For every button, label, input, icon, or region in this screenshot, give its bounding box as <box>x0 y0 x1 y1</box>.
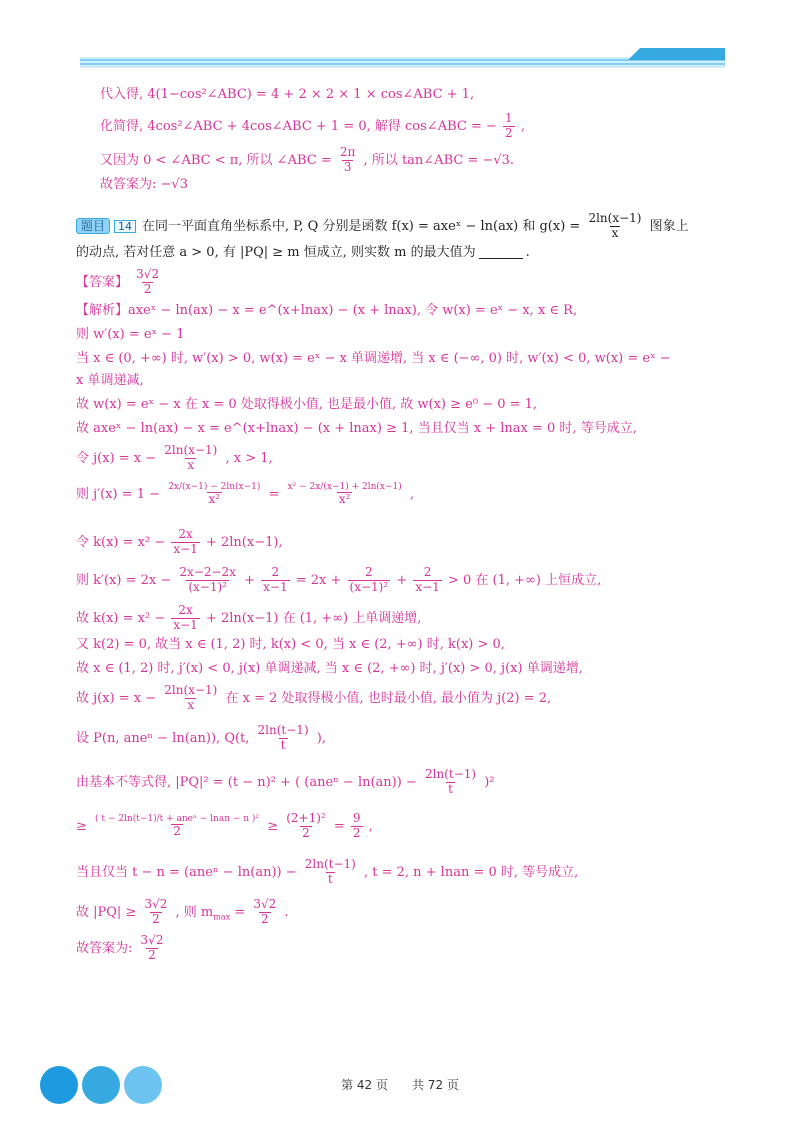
fraction <box>338 146 358 175</box>
denominator: 2 <box>152 911 160 926</box>
solution-line-10 <box>76 566 601 595</box>
denominator: x−1 <box>263 579 288 594</box>
solution-line-3: 当 x ∈ (0, +∞) 时, w′(x) > 0, w(x) = eˣ − x 单调递增, 当 x ∈ (−∞, 0) 时, w′(x) < 0, w(x) = eˣ − <box>76 351 671 366</box>
text: 则 j′(x) = 1 − <box>76 487 161 503</box>
subscript: max <box>213 912 231 922</box>
fraction <box>162 444 219 473</box>
solution-line-12: 又 k(2) = 0, 故当 x ∈ (1, 2) 时, k(x) < 0, 当 x ∈ (2, +∞) 时, k(x) > 0, <box>76 637 505 652</box>
text: ≥ <box>76 818 87 834</box>
denominator: x−1 <box>415 579 440 594</box>
denominator: t <box>327 871 333 886</box>
numerator: ( t − 2ln(t−1)/t + aneⁿ − lnan − n )² <box>95 813 260 824</box>
text: 则 k′(x) = 2x − <box>76 572 172 588</box>
fraction <box>139 934 166 963</box>
denominator: 2 <box>260 911 269 926</box>
text: = <box>268 487 280 503</box>
solution-line-15 <box>76 724 326 753</box>
denominator: 2 <box>352 825 361 840</box>
denominator: t <box>448 781 453 796</box>
denominator: x² <box>338 492 351 507</box>
header-band <box>80 48 725 68</box>
text: 当且仅当 t − n = (aneⁿ − ln(an)) − <box>76 864 297 880</box>
text: , <box>368 818 373 834</box>
numerator: (2+1)² <box>286 811 326 825</box>
fraction <box>586 212 643 241</box>
prev-line-4: 故答案为: −√3 <box>100 177 188 192</box>
numerator: 1 <box>505 111 513 125</box>
solution-label: 【解析】 <box>76 303 129 318</box>
text: , 所以 tan∠ABC = −√3. <box>363 152 515 168</box>
fraction <box>413 566 441 595</box>
question-line-2 <box>76 246 530 259</box>
numerator: 2ln(x−1) <box>588 211 642 225</box>
solution-line-18 <box>76 858 578 887</box>
page-number: 第 42 页 共 72 页 <box>341 1078 459 1092</box>
text: ), <box>316 730 326 746</box>
numerator: 2ln(t−1) <box>257 723 309 737</box>
numerator: 3√2 <box>253 897 277 911</box>
fraction <box>351 812 363 841</box>
denominator: (x−1)² <box>349 579 389 594</box>
denominator: t <box>280 737 286 752</box>
denominator: x² <box>208 492 221 507</box>
text: 设 P(n, aneⁿ − ln(an)), Q(t, <box>76 730 250 746</box>
denominator: 2 <box>173 824 181 839</box>
numerator: 2x/(x−1) − 2ln(x−1) <box>168 482 261 492</box>
denominator: x−1 <box>173 617 198 632</box>
solution-line-4: x 单调递减, <box>76 373 144 388</box>
solution-line-5: 故 w(x) = eˣ − x 在 x = 0 处取得极小值, 也是最小值, 故 w(x) ≥ e⁰ − 0 = 1, <box>76 397 538 412</box>
fraction <box>93 814 261 839</box>
numerator: x² − 2x/(x−1) + 2ln(x−1) <box>287 482 402 492</box>
text: . <box>284 904 289 920</box>
solution-line-11 <box>76 604 421 633</box>
text: + 2ln(x−1), <box>205 534 283 550</box>
numerator: 3√2 <box>140 933 164 947</box>
solution-line-16 <box>76 768 495 797</box>
text: = <box>333 818 345 834</box>
fraction <box>177 566 238 595</box>
text: )² <box>484 774 495 790</box>
fraction <box>286 482 404 507</box>
solution-line-14 <box>76 684 551 713</box>
text: > 0 在 (1, +∞) 上恒成立, <box>447 572 602 588</box>
header-decoration <box>0 0 800 80</box>
fraction <box>284 812 328 841</box>
prev-line-2 <box>100 112 525 141</box>
solution-line-7 <box>76 444 273 473</box>
answer-blank <box>479 246 523 259</box>
answer-label: 【答案】 <box>76 274 129 290</box>
numerator: 2x <box>178 527 193 541</box>
prev-line-1: 代入得, 4(1−cos²∠ABC) = 4 + 2 × 2 × 1 × cos∠ABC + 1, <box>100 87 475 102</box>
header-tab <box>628 48 725 60</box>
numerator: 3√2 <box>144 897 168 911</box>
fraction <box>348 566 391 595</box>
solution-line-9 <box>76 528 283 557</box>
numerator: 2ln(x−1) <box>164 683 218 697</box>
text: + <box>244 572 255 588</box>
numerator: 9 <box>352 811 361 825</box>
solution-line-8 <box>76 482 414 507</box>
denominator: 2 <box>302 825 310 840</box>
denominator: 2 <box>143 281 152 296</box>
fraction <box>142 898 169 927</box>
solution-line-6: 故 axeˣ − ln(ax) − x = e^(x+lnax) − (x + lnax) ≥ 1, 当且仅当 x + lnax = 0 时, 等号成立, <box>76 421 637 436</box>
question-text: 的动点, 若对任意 a > 0, 有 |PQ| ≥ m 恒成立, 则实数 m 的最大值为 <box>76 245 476 260</box>
fraction <box>162 684 219 713</box>
numerator: 2π <box>339 145 356 159</box>
question-line-1 <box>76 212 689 241</box>
text: + <box>396 572 408 588</box>
fraction <box>134 268 161 297</box>
fraction <box>503 112 515 141</box>
fraction <box>251 898 278 927</box>
text: 又因为 0 < ∠ABC < π, 所以 ∠ABC = <box>100 152 332 168</box>
text: , <box>520 118 525 134</box>
numerator: 2ln(x−1) <box>164 443 218 457</box>
text: 故 j(x) = x − <box>76 690 157 706</box>
denominator: x−1 <box>173 541 198 556</box>
solution-line-13: 故 x ∈ (1, 2) 时, j′(x) < 0, j(x) 单调递减, 当 x ∈ (2, +∞) 时, j′(x) > 0, j(x) 单调递增, <box>76 661 583 676</box>
fraction <box>171 604 199 633</box>
denominator: 2 <box>148 947 156 962</box>
question-text: 在同一平面直角坐标系中, P, Q 分别是函数 f(x) = axeˣ − ln(ax) 和 g(x) = <box>142 218 581 234</box>
text: 故答案为: <box>76 940 133 956</box>
denominator: x <box>611 225 619 240</box>
numerator: 2x <box>178 603 193 617</box>
text: = <box>234 904 246 920</box>
question-badge: 题目 <box>76 218 110 234</box>
numerator: 2ln(t−1) <box>304 857 356 871</box>
text: 由基本不等式得, |PQ|² = (t − n)² + ( (aneⁿ − ln(an)) − <box>76 774 417 790</box>
numerator: 2ln(t−1) <box>424 767 477 781</box>
text: , <box>409 487 415 503</box>
question-text: . <box>525 245 530 260</box>
fraction <box>423 768 478 797</box>
numerator: 2 <box>365 565 373 579</box>
question-text: 图象上 <box>649 218 689 234</box>
numerator: 2 <box>423 565 432 579</box>
fraction <box>261 566 289 595</box>
denominator: x <box>187 697 195 712</box>
solution-line-19 <box>76 898 289 927</box>
denominator: 3 <box>343 159 352 174</box>
text: axeˣ − ln(ax) − x = e^(x+lnax) − (x + lnax), 令 w(x) = eˣ − x, x ∈ R, <box>128 303 578 318</box>
text: , t = 2, n + lnan = 0 时, 等号成立, <box>363 864 579 880</box>
text: 化简得, 4cos²∠ABC + 4cos∠ABC + 1 = 0, 解得 cos∠ABC = − <box>100 118 497 134</box>
numerator: 3√2 <box>136 267 160 281</box>
text: 故 |PQ| ≥ <box>76 904 137 920</box>
fraction <box>256 724 311 753</box>
question-number: 14 <box>114 220 136 233</box>
prev-line-3 <box>100 146 514 175</box>
fraction <box>166 482 262 507</box>
text: , x > 1, <box>225 450 273 466</box>
text: 在 x = 2 处取得极小值, 也时最小值, 最小值为 j(2) = 2, <box>225 690 552 706</box>
denominator: x <box>187 457 195 472</box>
text: = 2x + <box>295 572 342 588</box>
numerator: 2x−2−2x <box>179 565 236 579</box>
text: 令 j(x) = x − <box>76 450 157 466</box>
denominator: (x−1)² <box>188 579 227 594</box>
fraction <box>303 858 358 887</box>
answer-line <box>76 268 163 297</box>
solution-line-20 <box>76 934 167 963</box>
text: + 2ln(x−1) 在 (1, +∞) 上单调递增, <box>205 610 422 626</box>
text: ≥ <box>267 818 279 834</box>
text: 故 k(x) = x² − <box>76 610 166 626</box>
text: , 则 m <box>175 904 214 920</box>
solution-line-17 <box>76 812 373 841</box>
solution-line-1 <box>76 304 577 317</box>
fraction <box>171 528 199 557</box>
denominator: 2 <box>505 125 513 140</box>
solution-line-2: 则 w′(x) = eˣ − 1 <box>76 327 185 342</box>
numerator: 2 <box>271 565 280 579</box>
text: 令 k(x) = x² − <box>76 534 166 550</box>
